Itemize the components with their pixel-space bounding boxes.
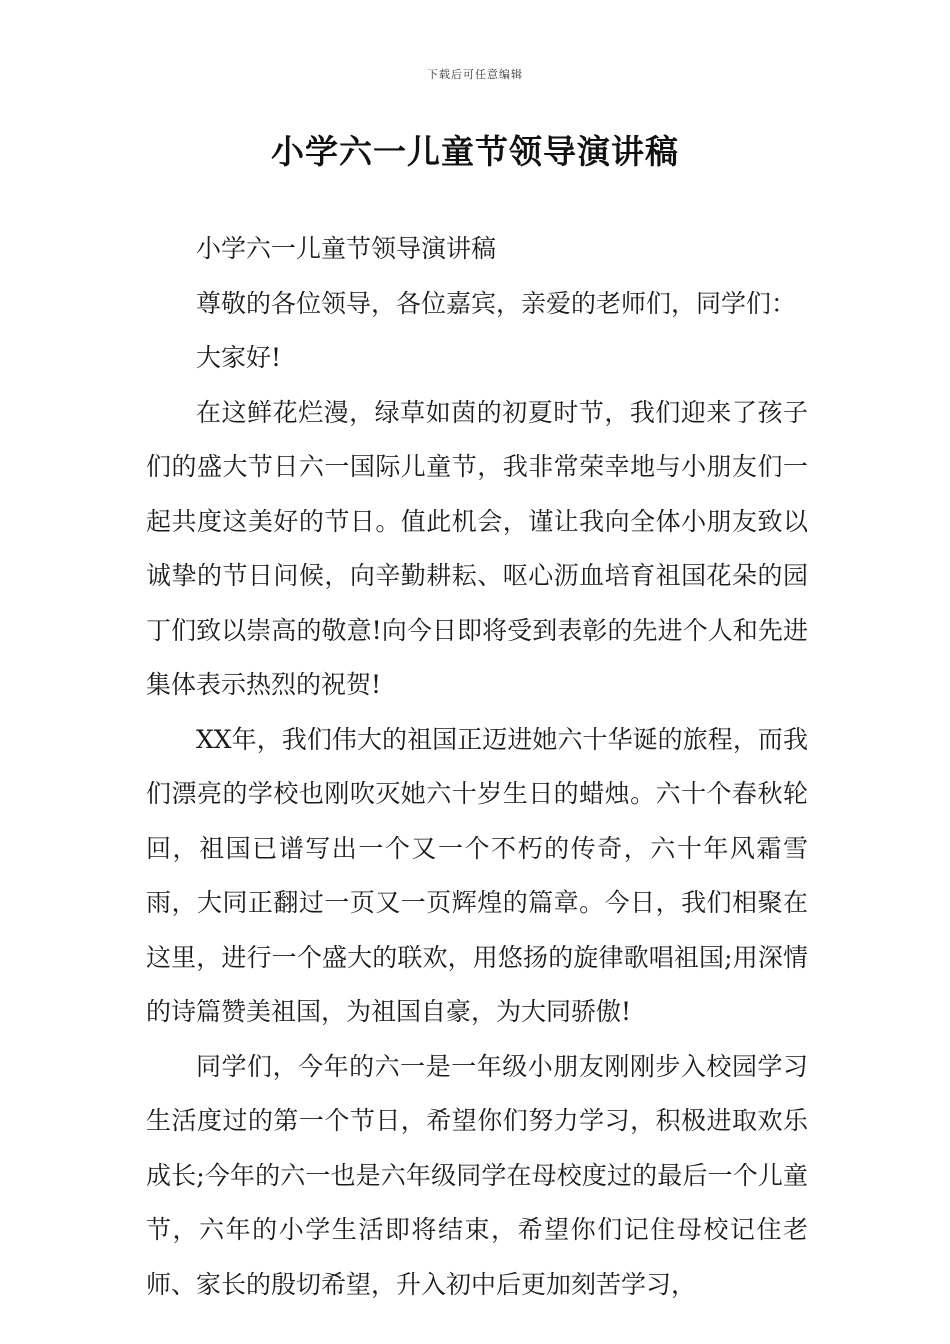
paragraph-greeting: 大家好!: [196, 343, 282, 372]
paragraph: XX年，我们伟大的祖国正迈进她六十华诞的旅程，而我们漂亮的学校也刚吹灭她六十岁生日的蜡烛。六十个春秋轮回，祖国已谱写出一个又一个不朽的传奇，六十年风霜雪雨，大同正翻过一页又一页辉煌的篇章。今日，我们相聚在这里，进行一个盛大的联欢，用悠扬的旋律歌唱祖国;用深情的诗篇赞美祖国，为祖国自豪，为大同骄傲!: [146, 724, 808, 1026]
document-title: 小学六一儿童节领导演讲稿: [271, 132, 679, 171]
paragraph-subtitle: 小学六一儿童节领导演讲稿: [196, 234, 497, 263]
paragraph: 同学们，今年的六一是一年级小朋友刚刚步入校园学习生活度过的第一个节日，希望你们努力学习，积极进取欢乐成长;今年的六一也是六年级同学在母校度过的最后一个儿童节，六年的小学生活即将结束，希望你们记住母校记住老师、家长的殷切希望，升入初中后更加刻苦学习，: [146, 1051, 808, 1299]
paragraph-salutation: 尊敬的各位领导，各位嘉宾，亲爱的老师们，同学们：: [196, 288, 797, 318]
header-note: 下载后可任意编辑: [427, 68, 523, 81]
document-body: [146, 222, 808, 1312]
paragraph: 在这鲜花烂漫，绿草如茵的初夏时节，我们迎来了孩子们的盛大节日六一国际儿童节，我非常荣幸地与小朋友们一起共度这美好的节日。值此机会，谨让我向全体小朋友致以诚挚的节日问候，向辛勤耕耘、呕心沥血培育祖国花朵的园丁们致以崇高的敬意!向今日即将受到表彰的先进个人和先进集体表示热烈的祝贺!: [146, 397, 808, 699]
